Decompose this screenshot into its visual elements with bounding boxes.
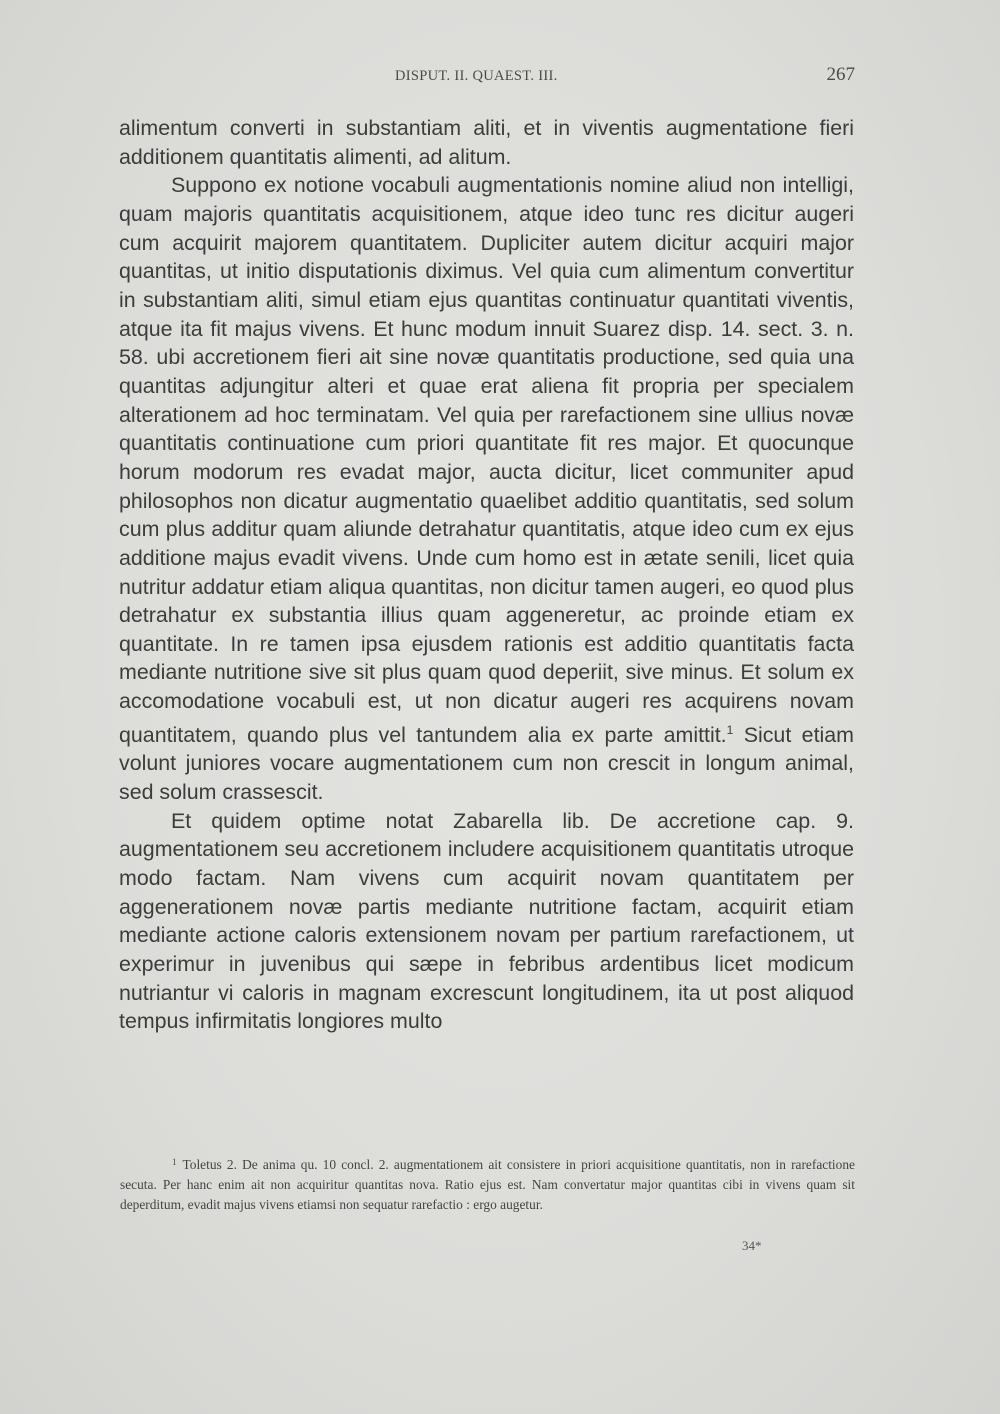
paragraph: Et quidem optime notat Zabarella lib. De accretione cap. 9. augmentationem seu accretionem includere acquisitionem quantitatis utroque modo factam. Nam vivens cum acquirit novam quantitatem per aggenerationem novæ partis mediante nutritione factam, acquirit etiam mediante actione caloris extensionem novam per partium rarefactionem, ut experimur in juvenibus qui sæpe in febribus ardentibus licet modicum nutriantur vi caloris in magnam excrescunt longitudinem, ita ut post aliquod tempus infirmitatis longiores multo: [119, 808, 854, 1034]
footnote-reference: 1: [726, 722, 734, 737]
footnote: [120, 1152, 855, 1215]
page-number: 267: [826, 64, 855, 85]
running-head: [120, 64, 855, 94]
running-title: DISPUT. II. QUAEST. III.: [395, 68, 558, 84]
printer-signature-mark: 34*: [742, 1238, 762, 1253]
paragraph: [119, 171, 854, 806]
paragraph-text: Suppono ex notione vocabuli augmentationis nomine aliud non intelligi, quam majoris quantitatis acquisitionem, atque ideo tunc res dicitur augeri cum acquirit majorem quantitatem. Dupliciter autem dicitur acquiri major quantitas, ut initio disputationis diximus. Vel quia cum alimentum convertitur in substantiam aliti, simul etiam ejus quantitas continuatur quantitati viventis, atque ita fit majus vivens. Et hunc modum innuit Suarez disp. 14. sect. 3. n. 58. ubi accretionem fieri ait sine novæ quantitatis productione, sed quia una quantitas adjungitur alteri et quae erat aliena fit propria per specialem alterationem ad hoc terminatam. Vel quia per rarefactionem sine ullius novæ quantitatis continuatione cum priori quantitate fit res major. Et quocunque horum modorum res evadat major, aucta dicitur, licet communiter apud philosophos non dicatur augmentatio quaelibet additio quantitatis, sed solum cum plus additur quam aliunde detrahatur quantitatis, atque ideo cum ex ejus additione majus evadit vivens. Unde cum homo est in ætate senili, licet quia nutritur addatur etiam aliqua quantitas, non dicitur tamen augeri, eo quod plus detrahatur ex substantia illius quam aggeneretur, ac proinde etiam ex quantitate. In re tamen ipsa ejusdem rationis est additio quantitatis facta mediante nutritione sive sit plus quam quod deperiit, sive minus. Et solum ex accomodatione vocabuli est, ut non dicatur augeri res acquirens novam quantitatem, quando plus vel tantundem alia ex parte amittit.: [119, 173, 854, 747]
paragraph-text: Sicut etiam volunt juniores vocare augmentationem cum non crescit in longum animal, sed solum crassescit.: [119, 722, 854, 805]
paragraph-continuation: alimentum converti in substantiam aliti, et in viventis augmentatione fieri additionem quantitatis alimenti, ad alitum.: [119, 116, 854, 169]
footnote-text: Toletus 2. De anima qu. 10 concl. 2. augmentationem ait consistere in priori acquisitione quantitatis, non in rarefactione secuta. Per hanc enim ait non acquiritur quantitas nova. Ratio ejus est. Nam convertatur major quantitas cibi in vivens quam sit deperditum, evadit majus vivens etiamsi non sequatur rarefactio : ergo augetur.: [120, 1157, 855, 1212]
main-text: [119, 114, 854, 1036]
footnote-mark: 1: [172, 1157, 177, 1167]
footnotes: [120, 1152, 855, 1215]
